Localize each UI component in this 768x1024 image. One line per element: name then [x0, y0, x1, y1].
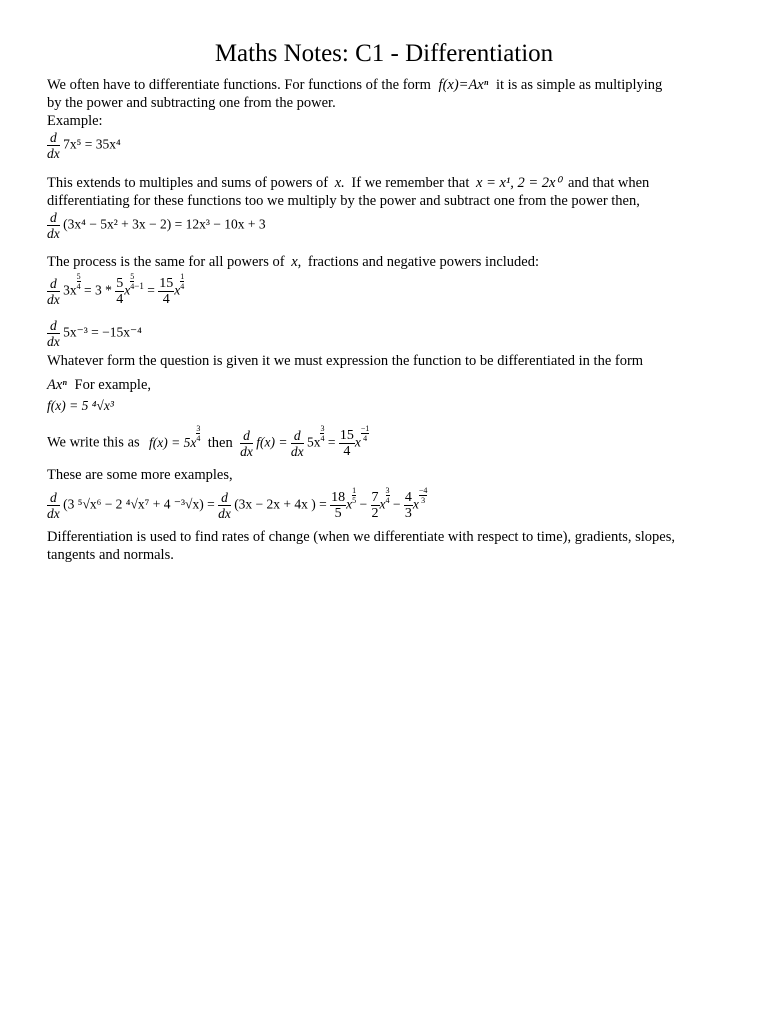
derivative-operator: $\frac{d}{dx}$: [47, 130, 60, 161]
equation-5: f(x) = 5 ⁴√x³: [47, 398, 114, 413]
equation-4-body: 5x⁻³ = −15x⁻⁴: [63, 324, 142, 340]
exponent-fraction: $\frac{5}{4}$: [130, 272, 135, 291]
coefficient-fraction: $\frac{7}{2}$: [371, 489, 379, 521]
derivative-operator: $\frac{d}{dx}$: [47, 489, 60, 521]
para3-text-b: fractions and negative powers included:: [307, 254, 540, 270]
derivative-operator: $\frac{d}{dx}$: [290, 427, 304, 459]
para7-line-1: Differentiation is used to find rates of change (when we differentiate with respect to time), gradients, slopes,: [47, 529, 676, 545]
para7-line-2: tangents and normals.: [47, 547, 174, 563]
equation-2-body: (3x⁴ − 5x² + 3x − 2) = 12x³ − 10x + 3: [63, 216, 266, 232]
intro-line-2: by the power and subtracting one from the power.: [47, 95, 336, 111]
equation-1: [47, 130, 121, 161]
equals-sign: =: [147, 282, 155, 298]
derivative-mid: 5x: [306, 434, 321, 450]
equation-3-lhs: 3x: [63, 282, 77, 298]
para2-text-c: and that when: [567, 175, 650, 191]
equation-7: $\frac{d}{dx}$ (3 ⁵√x⁶ − 2 ⁴√x⁷ + 4 ⁻³√x) = $\frac{d}{dx}$ (3x − 2x + 4x ) = $\frac{18}{5}$ x $\frac{1}{5}$ − $\frac{7}{2}$ x $\frac{3}{4}$ − $\frac{4}{3}$ x $\frac{-4}{3}$: [47, 486, 428, 521]
form-expression: f(x)=Axⁿ: [438, 77, 489, 93]
para6-line: These are some more examples,: [47, 467, 233, 483]
derivative-operator: $\frac{d}{dx}$: [47, 210, 60, 241]
equation-3-mid: = 3 *: [84, 282, 112, 298]
equation-3: $\frac{d}{dx}$ 3x $\frac{5}{4}$ = 3 * $\frac{5}{4}$ x $\frac{5}{4}$ $^{-1}$ = $\frac{15}{4}$ x $\frac{1}{4}$: [47, 272, 185, 307]
para2-text-b: If we remember that: [351, 175, 470, 191]
para4-text-b: For example,: [74, 377, 152, 393]
form-expression: Axⁿ: [47, 377, 67, 393]
derivative-operator: $\frac{d}{dx}$: [218, 489, 231, 521]
rewritten-form: f(x) = 5x: [149, 434, 197, 450]
exponent-fraction: $\frac{1}{4}$: [180, 272, 185, 291]
para2-line-2: differentiating for these functions too we multiply by the power and subtract one from the power then,: [47, 193, 640, 209]
equation-6-row: We write this as f(x) = 5x $\frac{3}{4}$ then $\frac{d}{dx}$ f(x) = $\frac{d}{dx}$ 5x $\frac{3}{4}$ = $\frac{15}{4}$ x $\frac{-1}{4}$: [47, 424, 370, 459]
equation-4: [47, 318, 142, 349]
page-title: Maths Notes: C1 - Differentiation: [214, 40, 554, 67]
equation-1-body: 7x⁵ = 35x⁴: [63, 136, 121, 152]
para2-text-a: This extends to multiples and sums of powers of: [47, 175, 329, 191]
variable-x: x,: [291, 254, 302, 270]
coefficient-fraction: $\frac{15}{4}$: [339, 427, 354, 459]
coefficient-fraction: $\frac{5}{4}$: [116, 275, 124, 307]
derivative-operator: $\frac{d}{dx}$: [240, 427, 253, 459]
para4-line-1: Whatever form the question is given it we must expression the function to be differentiated in the form: [47, 353, 644, 369]
derivative-lhs: f(x) =: [256, 434, 288, 450]
exponent-fraction: $\frac{3}{4}$: [320, 424, 325, 443]
derivative-operator: $\frac{d}{dx}$: [47, 318, 60, 349]
exponent-fraction: $\frac{5}{4}$: [76, 272, 81, 291]
para4-line-2: [47, 376, 151, 394]
para2-line-1: [47, 174, 649, 192]
coefficient-fraction: $\frac{15}{4}$: [159, 275, 174, 307]
exponent-fraction: $\frac{3}{4}$: [196, 424, 201, 443]
example-label: Example:: [47, 113, 103, 129]
intro-line-1: [47, 76, 662, 94]
then-word: then: [207, 434, 233, 451]
variable-x: x.: [334, 175, 345, 191]
exponent-fraction: $\frac{-1}{4}$: [360, 424, 370, 443]
para5-text-a: We write this as: [47, 434, 140, 451]
coefficient-fraction: $\frac{4}{3}$: [404, 489, 412, 521]
intro-text-b: it is as simple as multiplying: [495, 77, 663, 93]
equation-7-lhs: (3 ⁵√x⁶ − 2 ⁴√x⁷ + 4 ⁻³√x) =: [63, 496, 215, 512]
intro-text-a: We often have to differentiate functions. For functions of the form: [47, 77, 431, 93]
power-rule-expression: x = x¹, 2 = 2x⁰: [476, 175, 562, 191]
para3-text-a: The process is the same for all powers of: [47, 254, 285, 270]
equation-7-mid: (3x − 2x + 4x ) =: [234, 496, 327, 512]
coefficient-fraction: $\frac{18}{5}$: [331, 489, 346, 521]
derivative-operator: $\frac{d}{dx}$: [47, 275, 60, 307]
equation-2: [47, 210, 266, 241]
para3-line: [47, 253, 539, 271]
